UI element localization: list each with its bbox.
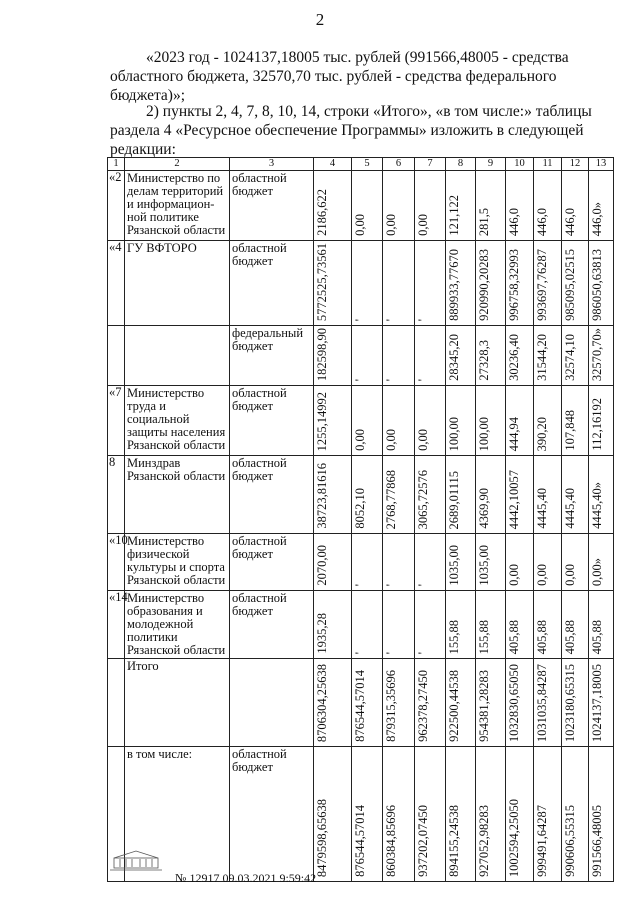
table-row bbox=[108, 241, 614, 326]
value-cell bbox=[562, 747, 589, 882]
row-name: Министерство физической культуры и спорта Рязанской области bbox=[125, 534, 230, 591]
row-number: «2 bbox=[108, 171, 125, 241]
value-text: ' bbox=[353, 378, 367, 381]
value-text: 8479598,65638 bbox=[315, 798, 329, 877]
value-text: 996758,32993 bbox=[507, 249, 521, 321]
value-text: ' bbox=[353, 318, 367, 321]
value-cell bbox=[446, 659, 476, 747]
value-cell bbox=[534, 591, 562, 659]
value-text: 4442,10057 bbox=[507, 469, 521, 529]
value-cell bbox=[314, 591, 352, 659]
value-text: 4445,40» bbox=[590, 482, 604, 529]
row-source: федеральный бюджет bbox=[230, 326, 314, 386]
value-text: 5772525,73561 bbox=[315, 242, 329, 321]
value-cell bbox=[446, 386, 476, 456]
table-row bbox=[108, 456, 614, 534]
value-text: 1031035,84287 bbox=[535, 663, 549, 742]
value-cell bbox=[506, 534, 534, 591]
value-cell bbox=[506, 747, 534, 882]
registration-number: № 12917 09.03.2021 9:59:42 bbox=[175, 871, 317, 885]
value-cell bbox=[589, 534, 614, 591]
value-text: 889933,77670 bbox=[447, 249, 461, 321]
row-name: в том числе: bbox=[125, 747, 230, 882]
value-text: 937202,07450 bbox=[416, 805, 430, 877]
value-cell bbox=[446, 171, 476, 241]
resource-table bbox=[107, 157, 614, 882]
value-text: 100,00 bbox=[477, 416, 491, 451]
paragraph-line: редакции: bbox=[110, 141, 176, 158]
paragraph-line: областного бюджета, 32570,70 тыс. рублей - средства федерального bbox=[110, 68, 557, 85]
value-cell bbox=[562, 534, 589, 591]
row-name: Министерство по делам территорий и информацион-ной политике Рязанской области bbox=[125, 171, 230, 241]
value-text: 446,0 bbox=[507, 207, 521, 236]
value-cell bbox=[446, 534, 476, 591]
value-text: 0,00 bbox=[416, 214, 430, 236]
value-text: 121,122 bbox=[447, 195, 461, 236]
value-text: 1255,14992 bbox=[315, 391, 329, 451]
value-text: 2768,77868 bbox=[384, 469, 398, 529]
building-stamp-icon bbox=[106, 848, 166, 872]
row-number: «7 bbox=[108, 386, 125, 456]
value-text: 1035,00 bbox=[477, 545, 491, 586]
value-text: 32574,10 bbox=[563, 334, 577, 381]
row-source: областной бюджет bbox=[230, 386, 314, 456]
value-cell bbox=[589, 456, 614, 534]
value-text: 985095,02515 bbox=[563, 249, 577, 321]
paragraph-line: бюджета)»; bbox=[110, 87, 186, 104]
value-text: 0,00 bbox=[507, 564, 521, 586]
row-number bbox=[108, 659, 125, 747]
value-text: 446,0» bbox=[590, 201, 604, 236]
table-row bbox=[108, 534, 614, 591]
value-cell bbox=[314, 171, 352, 241]
row-number bbox=[108, 326, 125, 386]
value-cell bbox=[534, 241, 562, 326]
value-text: 894155,24538 bbox=[447, 805, 461, 877]
value-cell bbox=[506, 659, 534, 747]
row-number: «10 bbox=[108, 534, 125, 591]
value-cell bbox=[383, 241, 415, 326]
value-cell bbox=[506, 591, 534, 659]
value-text: ' bbox=[353, 583, 367, 586]
value-cell bbox=[534, 747, 562, 882]
value-cell bbox=[534, 534, 562, 591]
value-cell bbox=[476, 659, 506, 747]
header-cell: 1 bbox=[108, 158, 125, 171]
value-text: 954381,28283 bbox=[477, 670, 491, 742]
value-cell bbox=[415, 747, 446, 882]
value-cell bbox=[476, 456, 506, 534]
value-text: 155,88 bbox=[477, 619, 491, 654]
value-text: 107,848 bbox=[563, 410, 577, 451]
value-cell bbox=[352, 456, 383, 534]
value-cell bbox=[383, 747, 415, 882]
value-cell bbox=[562, 659, 589, 747]
table-row bbox=[108, 171, 614, 241]
value-cell bbox=[476, 747, 506, 882]
row-source: областной бюджет bbox=[230, 456, 314, 534]
value-cell bbox=[446, 591, 476, 659]
value-text: 993697,76287 bbox=[535, 249, 549, 321]
row-name: Минздрав Рязанской области bbox=[125, 456, 230, 534]
table-row bbox=[108, 747, 614, 882]
row-name: Итого bbox=[125, 659, 230, 747]
value-cell bbox=[314, 534, 352, 591]
value-cell bbox=[314, 747, 352, 882]
header-cell: 10 bbox=[506, 158, 534, 171]
value-cell bbox=[562, 456, 589, 534]
value-text: 38723,81616 bbox=[315, 463, 329, 529]
value-text: 4445,40 bbox=[535, 488, 549, 529]
value-cell bbox=[534, 456, 562, 534]
value-text: ' bbox=[384, 318, 398, 321]
paragraph-line: «2023 год - 1024137,18005 тыс. рублей (991566,48005 - средства bbox=[146, 49, 569, 66]
value-cell bbox=[589, 659, 614, 747]
value-text: 2070,00 bbox=[315, 545, 329, 586]
value-text: 927052,98283 bbox=[477, 805, 491, 877]
value-text: 3065,72576 bbox=[416, 469, 430, 529]
table-row bbox=[108, 659, 614, 747]
value-text: 2186,622 bbox=[315, 189, 329, 236]
value-text: 876544,57014 bbox=[353, 670, 367, 742]
value-text: 991566,48005 bbox=[590, 805, 604, 877]
value-text: 405,88 bbox=[590, 619, 604, 654]
value-text: 405,88 bbox=[535, 619, 549, 654]
value-text: 31544,20 bbox=[535, 334, 549, 381]
header-cell: 5 bbox=[352, 158, 383, 171]
value-text: 0,00» bbox=[590, 557, 604, 586]
value-text: 405,88 bbox=[507, 619, 521, 654]
value-text: 920990,20283 bbox=[477, 249, 491, 321]
value-text: 1024137,18005 bbox=[590, 663, 604, 742]
value-text: 0,00 bbox=[535, 564, 549, 586]
row-source: областной бюджет bbox=[230, 747, 314, 882]
value-cell bbox=[446, 241, 476, 326]
value-cell bbox=[352, 171, 383, 241]
value-text: 860384,85696 bbox=[384, 805, 398, 877]
value-text: 32570,70» bbox=[590, 327, 604, 381]
value-cell bbox=[314, 659, 352, 747]
value-text: 444,94 bbox=[507, 416, 521, 451]
value-text: 986050,63813 bbox=[590, 249, 604, 321]
header-cell: 4 bbox=[314, 158, 352, 171]
value-cell bbox=[562, 386, 589, 456]
value-cell bbox=[506, 326, 534, 386]
value-cell bbox=[383, 534, 415, 591]
value-text: ' bbox=[384, 651, 398, 654]
value-text: 922500,44538 bbox=[447, 670, 461, 742]
table-header-row bbox=[108, 158, 614, 171]
value-text: 1023180,65315 bbox=[563, 663, 577, 742]
value-cell bbox=[476, 171, 506, 241]
value-text: 446,0 bbox=[535, 207, 549, 236]
value-cell bbox=[562, 241, 589, 326]
value-cell bbox=[383, 326, 415, 386]
value-text: 390,20 bbox=[535, 416, 549, 451]
value-cell bbox=[534, 386, 562, 456]
paragraph-amendment bbox=[110, 102, 615, 159]
row-source: областной бюджет bbox=[230, 534, 314, 591]
value-text: 100,00 bbox=[447, 416, 461, 451]
value-cell bbox=[415, 591, 446, 659]
value-cell bbox=[415, 241, 446, 326]
value-text: 4369,90 bbox=[477, 488, 491, 529]
value-text: 990606,55315 bbox=[563, 805, 577, 877]
value-text: 879315,35696 bbox=[384, 670, 398, 742]
value-cell bbox=[352, 241, 383, 326]
value-cell bbox=[589, 241, 614, 326]
value-text: 30236,40 bbox=[507, 334, 521, 381]
value-text: 876544,57014 bbox=[353, 805, 367, 877]
value-text: 2689,01115 bbox=[447, 470, 461, 529]
value-text: 1035,00 bbox=[447, 545, 461, 586]
value-cell bbox=[589, 326, 614, 386]
header-cell: 3 bbox=[230, 158, 314, 171]
value-text: 4445,40 bbox=[563, 488, 577, 529]
header-cell: 13 bbox=[589, 158, 614, 171]
value-cell bbox=[314, 386, 352, 456]
value-cell bbox=[352, 591, 383, 659]
value-cell bbox=[476, 534, 506, 591]
value-cell bbox=[534, 326, 562, 386]
row-source: областной бюджет bbox=[230, 171, 314, 241]
value-text: 1032830,65050 bbox=[507, 663, 521, 742]
header-cell: 2 bbox=[125, 158, 230, 171]
value-cell bbox=[589, 386, 614, 456]
row-source: областной бюджет bbox=[230, 241, 314, 326]
value-cell bbox=[534, 171, 562, 241]
header-cell: 12 bbox=[562, 158, 589, 171]
row-number: «4 bbox=[108, 241, 125, 326]
value-text: ' bbox=[384, 583, 398, 586]
value-text: 27328,3 bbox=[477, 340, 491, 381]
row-source bbox=[230, 659, 314, 747]
value-cell bbox=[506, 241, 534, 326]
value-cell bbox=[352, 386, 383, 456]
page-number: 2 bbox=[315, 10, 325, 29]
value-text: 0,00 bbox=[416, 429, 430, 451]
value-text: 28345,20 bbox=[447, 334, 461, 381]
paragraph-budget-2023 bbox=[110, 48, 615, 105]
value-cell bbox=[476, 241, 506, 326]
value-cell bbox=[314, 241, 352, 326]
value-cell bbox=[383, 591, 415, 659]
value-cell bbox=[415, 456, 446, 534]
value-cell bbox=[352, 659, 383, 747]
header-cell: 11 bbox=[534, 158, 562, 171]
value-cell bbox=[383, 659, 415, 747]
value-cell bbox=[383, 171, 415, 241]
value-text: 281,5 bbox=[477, 207, 491, 236]
value-text: 999491,64287 bbox=[535, 805, 549, 877]
value-text: ' bbox=[384, 378, 398, 381]
value-text: ' bbox=[416, 583, 430, 586]
value-cell bbox=[383, 456, 415, 534]
value-cell bbox=[314, 456, 352, 534]
value-cell bbox=[506, 386, 534, 456]
value-cell bbox=[589, 747, 614, 882]
table-row bbox=[108, 326, 614, 386]
header-cell: 8 bbox=[446, 158, 476, 171]
value-text: 0,00 bbox=[384, 429, 398, 451]
value-text: 405,88 bbox=[563, 619, 577, 654]
value-text: 0,00 bbox=[353, 214, 367, 236]
value-text: 0,00 bbox=[563, 564, 577, 586]
value-cell bbox=[534, 659, 562, 747]
value-text: 446,0 bbox=[563, 207, 577, 236]
value-cell bbox=[562, 591, 589, 659]
value-cell bbox=[476, 326, 506, 386]
table-row bbox=[108, 386, 614, 456]
row-number: «14 bbox=[108, 591, 125, 659]
value-text: ' bbox=[353, 651, 367, 654]
value-text: 0,00 bbox=[384, 214, 398, 236]
value-cell bbox=[562, 326, 589, 386]
value-cell bbox=[415, 386, 446, 456]
header-cell: 9 bbox=[476, 158, 506, 171]
value-cell bbox=[352, 326, 383, 386]
value-cell bbox=[476, 386, 506, 456]
value-cell bbox=[589, 171, 614, 241]
row-name: Министерство образования и молодежной политики Рязанской области bbox=[125, 591, 230, 659]
value-cell bbox=[446, 326, 476, 386]
value-text: ' bbox=[416, 318, 430, 321]
row-name: Министерство труда и социальной защиты населения Рязанской области bbox=[125, 386, 230, 456]
value-cell bbox=[415, 659, 446, 747]
value-text: 1002594,25050 bbox=[507, 798, 521, 877]
paragraph-line: 2) пункты 2, 4, 7, 8, 10, 14, строки «Итого», «в том числе:» таблицы bbox=[146, 103, 592, 120]
value-cell bbox=[352, 747, 383, 882]
table-row bbox=[108, 591, 614, 659]
value-cell bbox=[314, 326, 352, 386]
value-text: 962378,27450 bbox=[416, 670, 430, 742]
header-cell: 7 bbox=[415, 158, 446, 171]
value-cell bbox=[415, 326, 446, 386]
value-cell bbox=[506, 171, 534, 241]
value-text: ' bbox=[416, 651, 430, 654]
value-cell bbox=[446, 456, 476, 534]
value-text: 0,00 bbox=[353, 429, 367, 451]
paragraph-line: раздела 4 «Ресурсное обеспечение Программы» изложить в следующей bbox=[110, 122, 584, 139]
value-text: 182598,90 bbox=[315, 327, 329, 381]
value-cell bbox=[506, 456, 534, 534]
value-text: 8706304,25638 bbox=[315, 663, 329, 742]
row-name bbox=[125, 326, 230, 386]
value-cell bbox=[383, 386, 415, 456]
value-cell bbox=[352, 534, 383, 591]
value-cell bbox=[415, 534, 446, 591]
value-text: 1935,28 bbox=[315, 613, 329, 654]
row-number: 8 bbox=[108, 456, 125, 534]
value-text: 155,88 bbox=[447, 619, 461, 654]
value-cell bbox=[476, 591, 506, 659]
value-cell bbox=[562, 171, 589, 241]
value-text: 112,16192 bbox=[590, 398, 604, 451]
row-source: областной бюджет bbox=[230, 591, 314, 659]
header-cell: 6 bbox=[383, 158, 415, 171]
value-cell bbox=[589, 591, 614, 659]
value-cell bbox=[415, 171, 446, 241]
value-text: 8052,10 bbox=[353, 488, 367, 529]
value-text: ' bbox=[416, 378, 430, 381]
value-cell bbox=[446, 747, 476, 882]
row-name: ГУ ВФТОРО bbox=[125, 241, 230, 326]
